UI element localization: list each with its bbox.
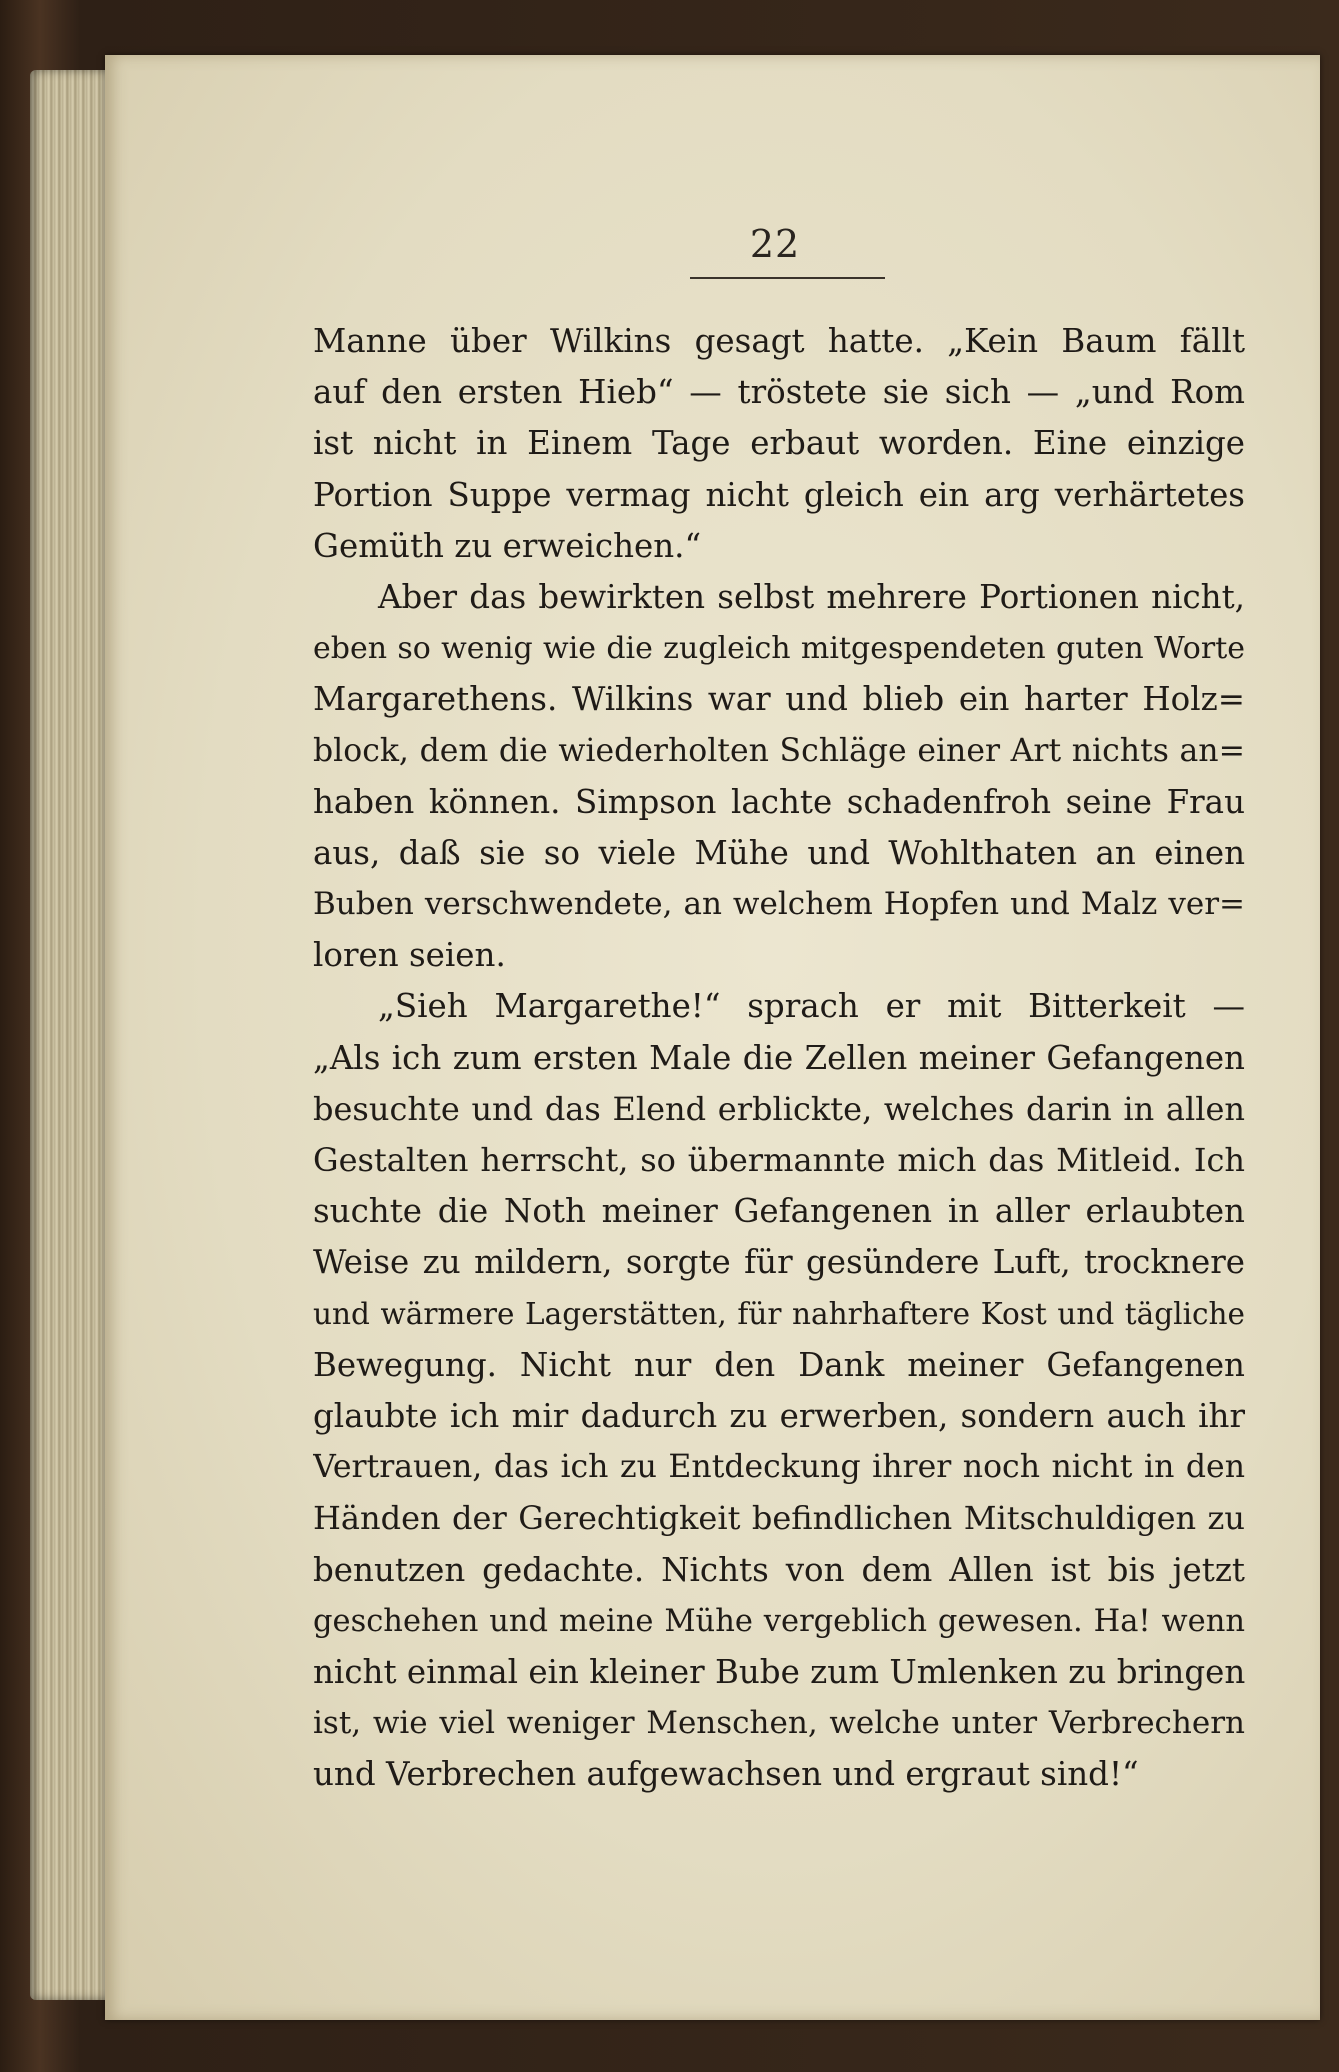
text-line: block, dem die wiederholten Schläge einer Art nichts an= (313, 732, 1245, 769)
header-rule (690, 277, 885, 279)
text-line: ist nicht in Einem Tage erbaut worden. Eine einzige (313, 424, 1245, 463)
body-text (313, 316, 1245, 1800)
text-line: „Als ich zum ersten Male die Zellen meiner Gefangenen (313, 1038, 1245, 1077)
text-line: Händen der Gerechtigkeit befindlichen Mitschuldigen zu (313, 1499, 1245, 1538)
text-line: Buben verschwendete, an welchem Hopfen und Malz ver= (313, 886, 1245, 923)
text-line: Aber das bewirkten selbst mehrere Portionen nicht, (378, 577, 1245, 616)
text-line: und Verbrechen aufgewachsen und ergraut sind!“ (313, 1755, 1139, 1794)
page-number: 22 (749, 222, 801, 266)
text-line: nicht einmal ein kleiner Bube zum Umlenken zu bringen (313, 1652, 1245, 1691)
text-line: aus, daß sie so viele Mühe und Wohlthaten an einen (313, 833, 1245, 872)
text-line: haben können. Simpson lachte schadenfroh seine Frau (313, 782, 1245, 821)
text-line: geschehen und meine Mühe vergeblich gewesen. Ha! wenn (313, 1603, 1245, 1639)
text-line: Margarethens. Wilkins war und blieb ein harter Holz= (313, 680, 1245, 719)
text-line: suchte die Noth meiner Gefangenen in aller erlaubten (313, 1192, 1245, 1231)
text-line: eben so wenig wie die zugleich mitgespendeten guten Worte (313, 631, 1245, 667)
text-line: auf den ersten Hieb“ — tröstete sie sich — „und Rom (313, 373, 1245, 412)
text-line: Gemüth zu erweichen.“ (313, 526, 702, 565)
text-line: benutzen gedachte. Nichts von dem Allen ist bis jetzt (313, 1550, 1245, 1589)
text-line: „Sieh Margarethe!“ sprach er mit Bitterkeit — (378, 987, 1245, 1026)
text-line: Vertrauen, das ich zu Entdeckung ihrer noch nicht in den (313, 1449, 1245, 1486)
text-line: glaubte ich mir dadurch zu erwerben, sondern auch ihr (313, 1396, 1245, 1435)
text-line: Bewegung. Nicht nur den Dank meiner Gefangenen (313, 1345, 1245, 1384)
text-line: besuchte und das Elend erblickte, welches darin in allen (313, 1089, 1245, 1128)
text-line: Weise zu mildern, sorgte für gesündere Luft, trocknere (313, 1243, 1245, 1282)
text-line: und wärmere Lagerstätten, für nahrhaftere Kost und tägliche (313, 1296, 1245, 1331)
text-line: loren seien. (313, 936, 506, 975)
text-line: Gestalten herrscht, so übermannte mich das Mitleid. Ich (313, 1141, 1245, 1179)
text-line: Portion Suppe vermag nicht gleich ein arg verhärtetes (313, 475, 1245, 514)
text-line: ist, wie viel weniger Menschen, welche unter Verbrechern (313, 1705, 1245, 1742)
text-line: Manne über Wilkins gesagt hatte. „Kein Baum fällt (313, 322, 1245, 360)
